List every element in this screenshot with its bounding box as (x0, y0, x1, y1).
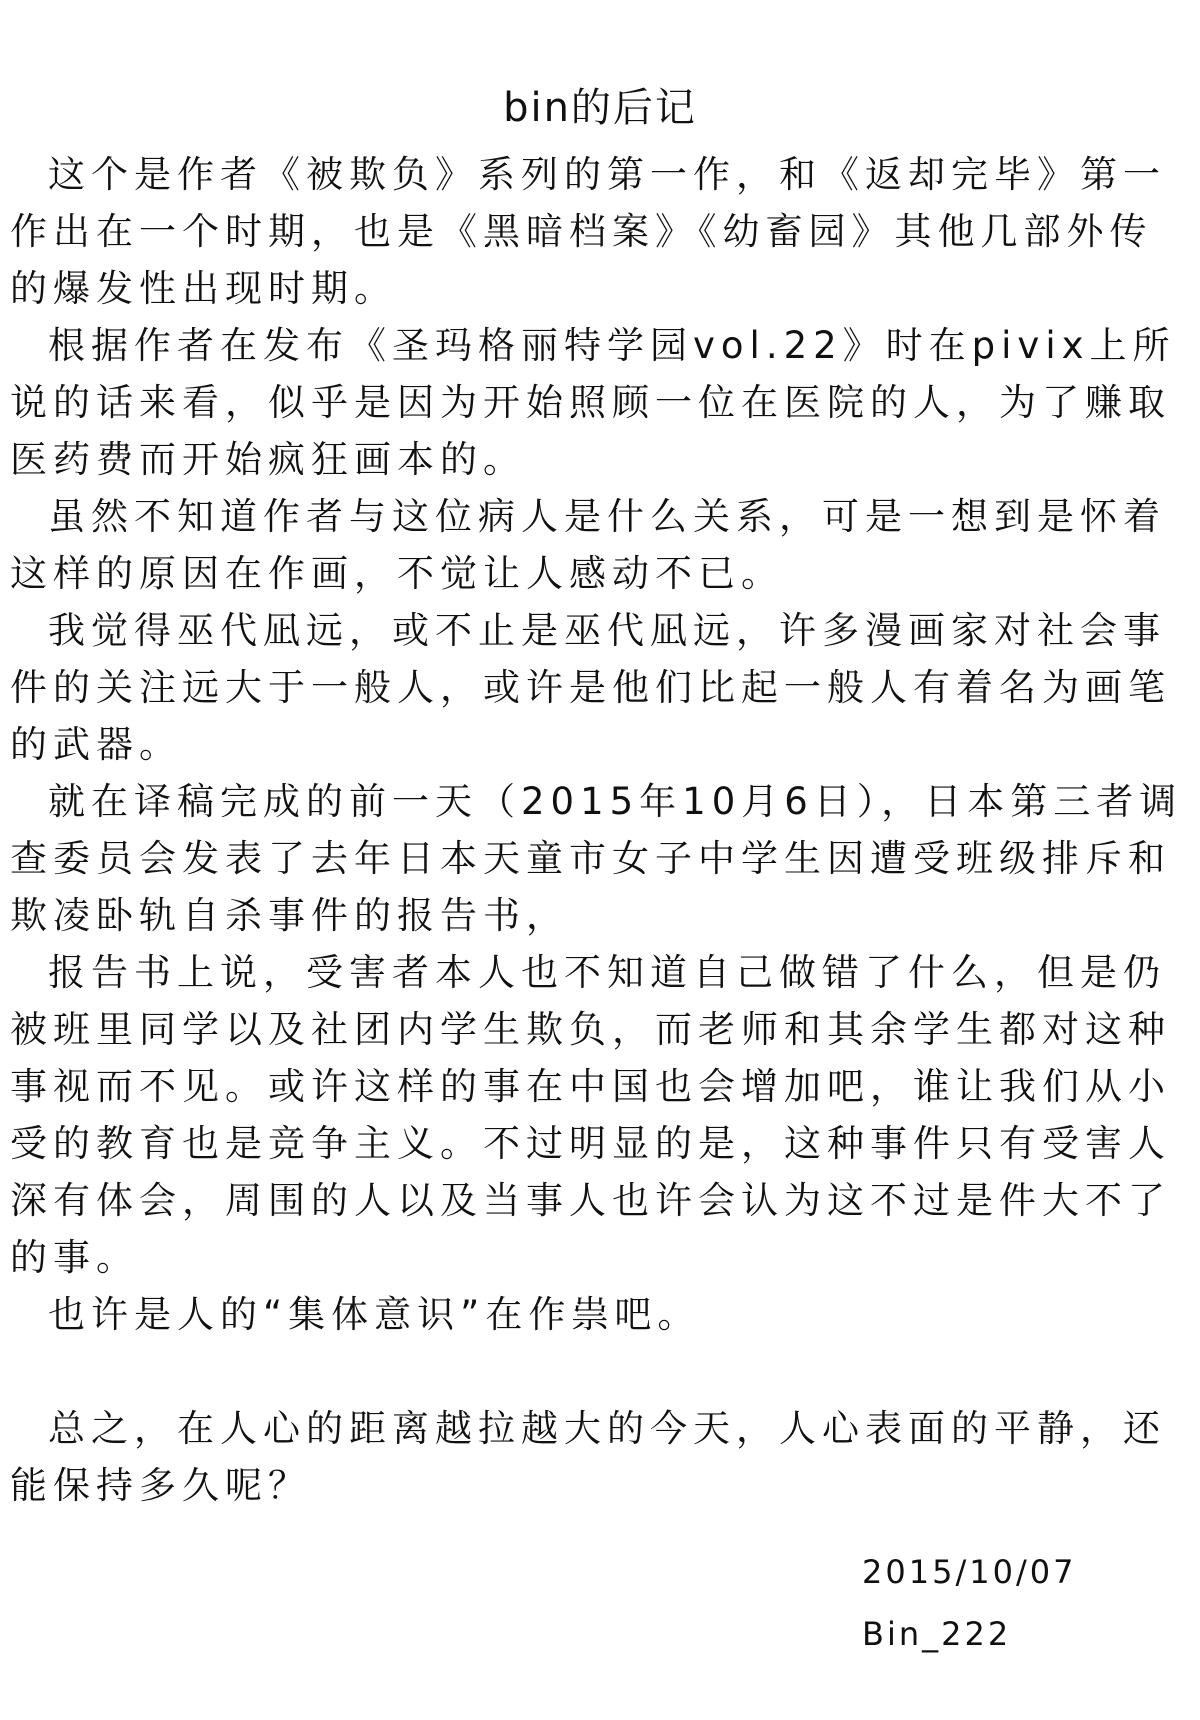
paragraph-2: 根据作者在发布《圣玛格丽特学园vol.22》时在pivix上所说的话来看，似乎是因为开始照顾一位在医院的人，为了赚取医药费而开始疯狂画本的。 (10, 324, 1176, 481)
paragraph-1: 这个是作者《被欺负》系列的第一作，和《返却完毕》第一作出在一个时期，也是《黑暗档案》《幼畜园》其他几部外传的爆发性出现时期。 (10, 153, 1166, 310)
afterword-body (10, 146, 1190, 1514)
paragraph-spacer (10, 1343, 1190, 1400)
closing-paragraph: 总之，在人心的距离越拉越大的今天，人心表面的平静，还能保持多久呢？ (10, 1407, 1166, 1507)
signature-author: Bin_222 (862, 1615, 1012, 1653)
signature-date: 2015/10/07 (862, 1553, 1077, 1591)
paragraph-4: 我觉得巫代凪远，或不止是巫代凪远，许多漫画家对社会事件的关注远大于一般人，或许是他们比起一般人有着名为画笔的武器。 (10, 609, 1171, 766)
paragraph-3: 虽然不知道作者与这位病人是什么关系，可是一想到是怀着这样的原因在作画，不觉让人感动不已。 (10, 495, 1166, 595)
paragraph-7: 也许是人的“集体意识”在作祟吧。 (48, 1293, 701, 1336)
paragraph-6: 报告书上说，受害者本人也不知道自己做错了什么，但是仍被班里同学以及社团内学生欺负，而老师和其余学生都对这种事视而不见。或许这样的事在中国也会增加吧，谁让我们从小受的教育也是竞争主义。不过明显的是，这种事件只有受害人深有体会，周围的人以及当事人也许会认为这不过是件大不了的事。 (10, 951, 1171, 1279)
paragraph-5: 就在译稿完成的前一天（2015年10月6日），日本第三者调查委员会发表了去年日本天童市女子中学生因遭受班级排斥和欺凌卧轨自杀事件的报告书， (10, 780, 1183, 937)
page-title: bin的后记 (503, 85, 697, 131)
